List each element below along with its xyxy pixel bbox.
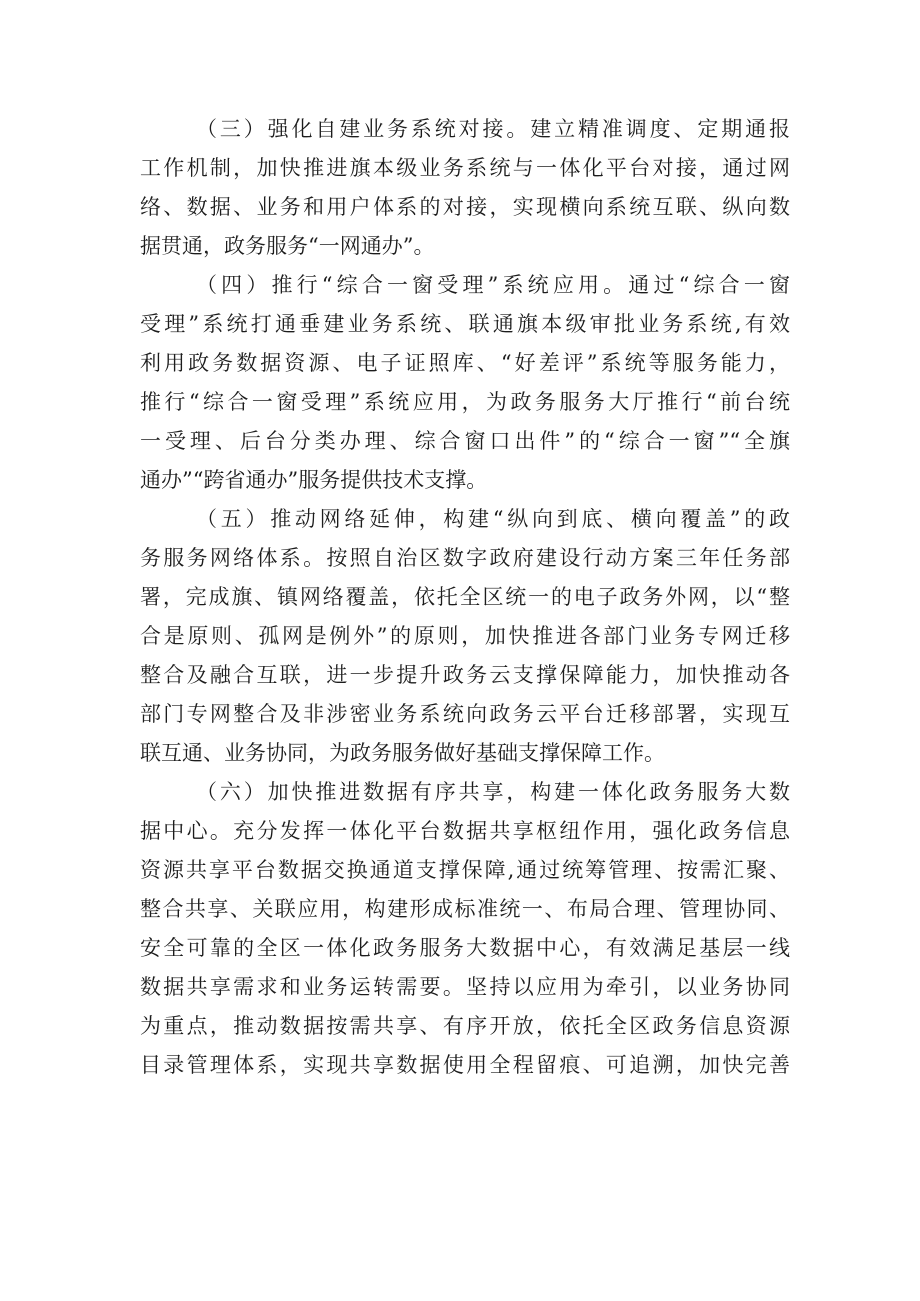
paragraph-section-6: [140, 773, 790, 1085]
paragraph-line: 利用政务数据资源、电子证照库、“好差评”系统等服务能力，: [140, 351, 790, 375]
paragraph-line: 据贯通，政务服务“一网通办”。: [140, 234, 435, 258]
document-body: [140, 110, 790, 1085]
paragraph-line: 一受理、后台分类办理、综合窗口出件”的“综合一窗”“全旗: [140, 429, 790, 453]
paragraph-line: 络、数据、业务和用户体系的对接，实现横向系统互联、纵向数: [140, 195, 790, 219]
paragraph-line: 整合及融合互联，进一步提升政务云支撑保障能力，加快推动各: [140, 663, 790, 687]
paragraph-line: （三）强化自建业务系统对接。建立精准调度、定期通报: [196, 117, 790, 141]
paragraph-line: 联互通、业务协同，为政务服务做好基础支撑保障工作。: [140, 741, 665, 765]
paragraph-line: 目录管理体系，实现共享数据使用全程留痕、可追溯，加快完善: [140, 1053, 790, 1077]
paragraph-line: 务服务网络体系。按照自治区数字政府建设行动方案三年任务部: [140, 546, 790, 570]
paragraph-section-3: [140, 110, 790, 266]
paragraph-line: 据中心。充分发挥一体化平台数据共享枢纽作用，强化政务信息: [140, 819, 790, 843]
paragraph-line: 署，完成旗、镇网络覆盖，依托全区统一的电子政务外网，以“整: [140, 585, 790, 609]
paragraph-line: 通办”“跨省通办”服务提供技术支撑。: [140, 468, 488, 492]
paragraph-line: 资源共享平台数据交换通道支撑保障,通过统筹管理、按需汇聚、: [140, 858, 790, 882]
paragraph-line: 工作机制，加快推进旗本级业务系统与一体化平台对接，通过网: [140, 156, 790, 180]
paragraph-line: 受理”系统打通垂建业务系统、联通旗本级审批业务系统,有效: [140, 312, 790, 336]
paragraph-line: （四）推行“综合一窗受理”系统应用。通过“综合一窗: [196, 273, 790, 297]
paragraph-line: （六）加快推进数据有序共享，构建一体化政务服务大数: [196, 780, 790, 804]
paragraph-line: 部门专网整合及非涉密业务系统向政务云平台迁移部署，实现互: [140, 702, 790, 726]
paragraph-line: 数据共享需求和业务运转需要。坚持以应用为牵引，以业务协同: [140, 975, 790, 999]
paragraph-line: 为重点，推动数据按需共享、有序开放，依托全区政务信息资源: [140, 1014, 790, 1038]
paragraph-line: 整合共享、关联应用，构建形成标准统一、布局合理、管理协同、: [140, 897, 790, 921]
paragraph-section-5: [140, 500, 790, 773]
paragraph-section-4: [140, 266, 790, 500]
paragraph-line: 合是原则、孤网是例外”的原则，加快推进各部门业务专网迁移: [140, 624, 790, 648]
paragraph-line: 推行“综合一窗受理”系统应用，为政务服务大厅推行“前台统: [140, 390, 790, 414]
paragraph-line: （五）推动网络延伸，构建“纵向到底、横向覆盖”的政: [196, 507, 790, 531]
paragraph-line: 安全可靠的全区一体化政务服务大数据中心，有效满足基层一线: [140, 936, 790, 960]
